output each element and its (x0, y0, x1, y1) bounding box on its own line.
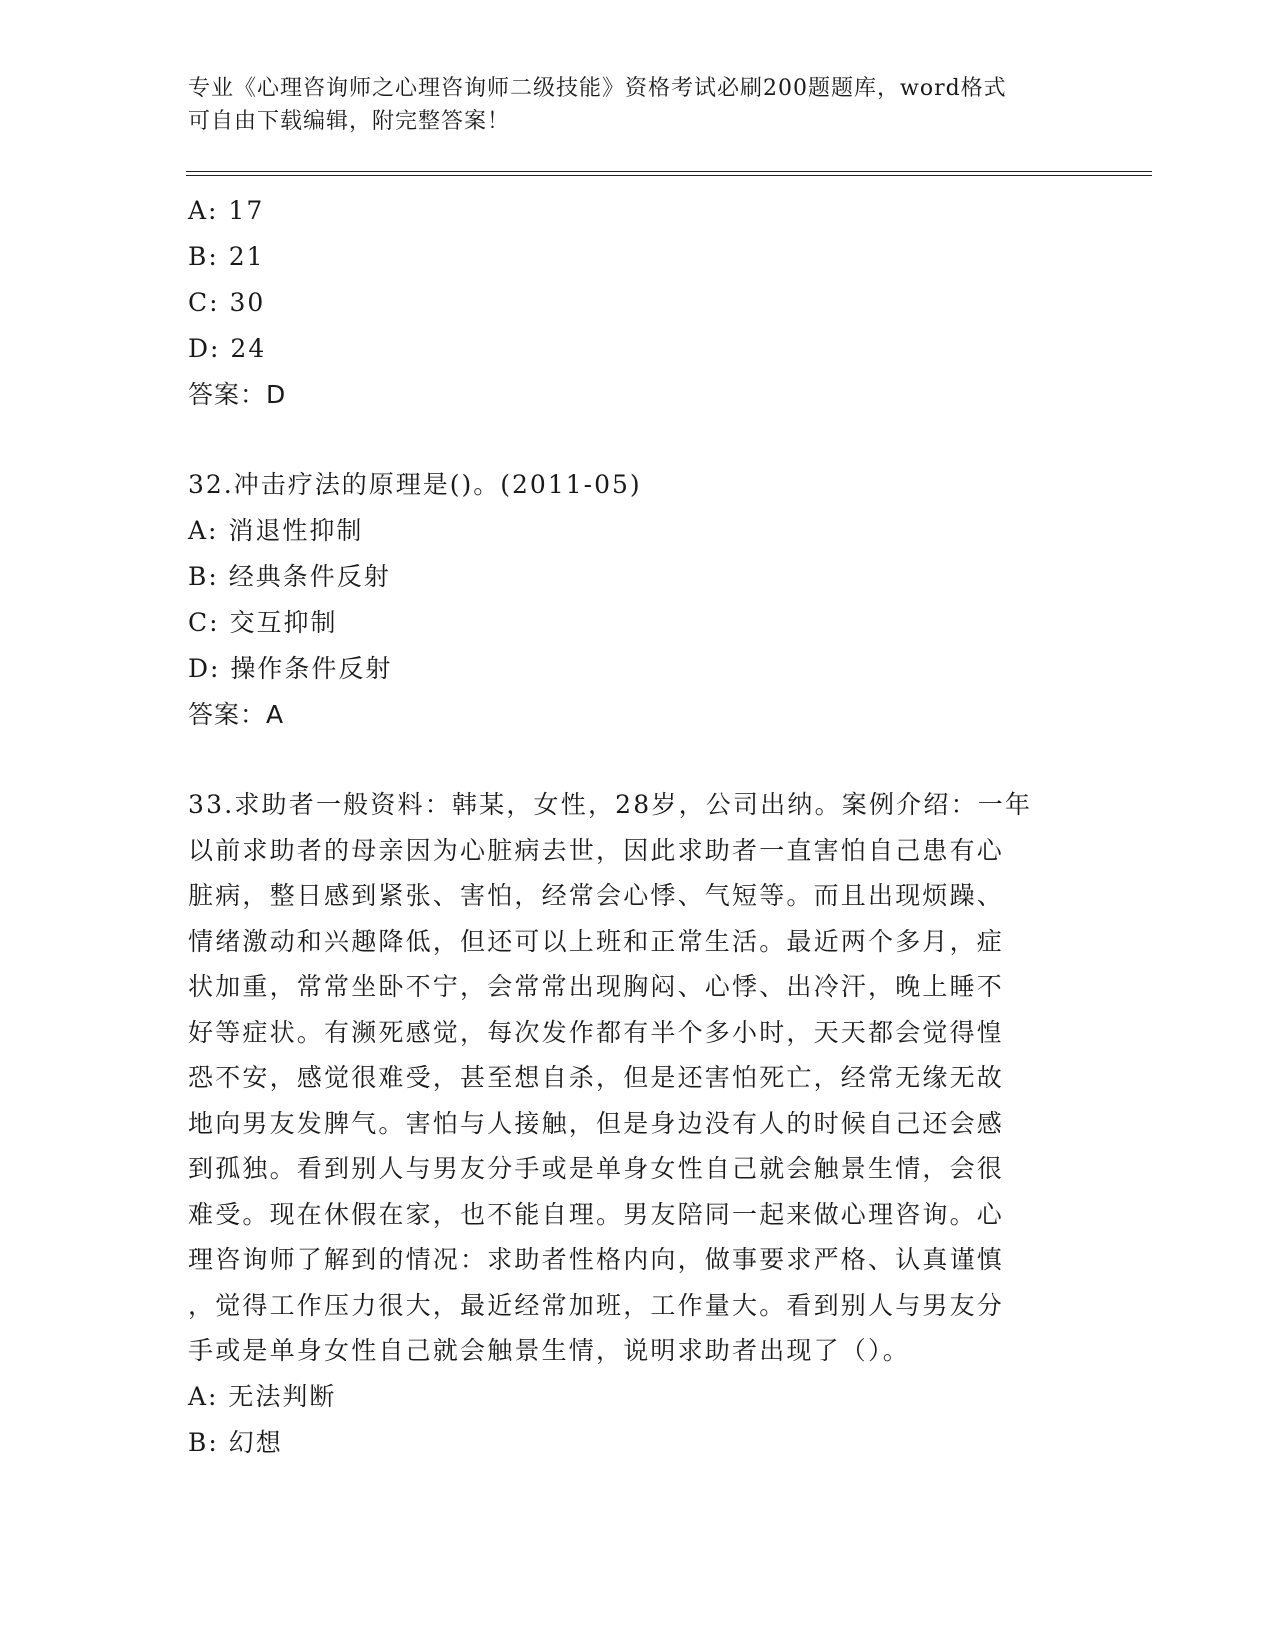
option-d: D: 24 (188, 334, 267, 363)
option-b: B: 经典条件反射 (188, 562, 391, 591)
question-33-line: 到孤独。看到别人与男友分手或是单身女性自己就会触景生情，会很 (188, 1154, 1005, 1183)
question-33-line: 恐不安，感觉很难受，甚至想自杀，但是还害怕死亡，经常无缘无故 (188, 1063, 1005, 1092)
option-b: B: 幻想 (188, 1427, 283, 1457)
question-33-line: 情绪激动和兴趣降低，但还可以上班和正常生活。最近两个多月，症 (188, 926, 1005, 956)
q32-answer: 答案：A (188, 700, 285, 729)
option-b: B: 21 (188, 242, 265, 271)
option-a: A: 无法判断 (188, 1381, 337, 1411)
question-32 (188, 462, 1088, 738)
header-rule-bottom (186, 175, 1152, 176)
question-33-line: 难受。现在休假在家，也不能自理。男友陪同一起来做心理咨询。心 (188, 1199, 1005, 1229)
header-line-2: 可自由下载编辑，附完整答案！ (188, 109, 511, 134)
document-header (188, 72, 1068, 138)
question-33-line: 脏病，整日感到紧张、害怕，经常会心悸、气短等。而且出现烦躁、 (188, 881, 1005, 910)
question-33-line: 手或是单身女性自己就会触景生情，说明求助者出现了（）。 (188, 1336, 910, 1365)
header-rule-top (186, 171, 1152, 172)
option-c: C: 30 (188, 288, 266, 317)
option-c: C: 交互抑制 (188, 608, 338, 637)
question-32-text: 32.冲击疗法的原理是()。(2011-05) (188, 470, 642, 499)
question-33 (188, 782, 1088, 1466)
question-33-line: 理咨询师了解到的情况：求助者性格内向，做事要求严格、认真谨慎 (188, 1245, 1005, 1274)
question-33-line: ，觉得工作压力很大，最近经常加班，工作量大。看到别人与男友分 (188, 1290, 1005, 1320)
option-a: A: 消退性抑制 (188, 516, 364, 545)
question-33-line: 33.求助者一般资料：韩某，女性，28岁，公司出纳。案例介绍：一年 (188, 790, 1033, 819)
option-a: A: 17 (188, 196, 265, 225)
question-33-line: 以前求助者的母亲因为心脏病去世，因此求助者一直害怕自己患有心 (188, 835, 1005, 865)
question-33-text (188, 782, 1088, 1374)
q31-answer: 答案：D (188, 380, 287, 409)
option-d: D: 操作条件反射 (188, 654, 393, 683)
question-content (188, 188, 1088, 1466)
q31-options (188, 188, 1088, 418)
question-33-line: 状加重，常常坐卧不宁，会常常出现胸闷、心悸、出冷汗，晚上睡不 (188, 972, 1005, 1001)
question-33-line: 好等症状。有濒死感觉，每次发作都有半个多小时，天天都会觉得惶 (188, 1017, 1005, 1047)
question-33-line: 地向男友发脾气。害怕与人接触，但是身边没有人的时候自己还会感 (188, 1108, 1005, 1138)
header-line-1: 专业《心理咨询师之心理咨询师二级技能》资格考试必刷200题题库，word格式 (188, 76, 1007, 101)
